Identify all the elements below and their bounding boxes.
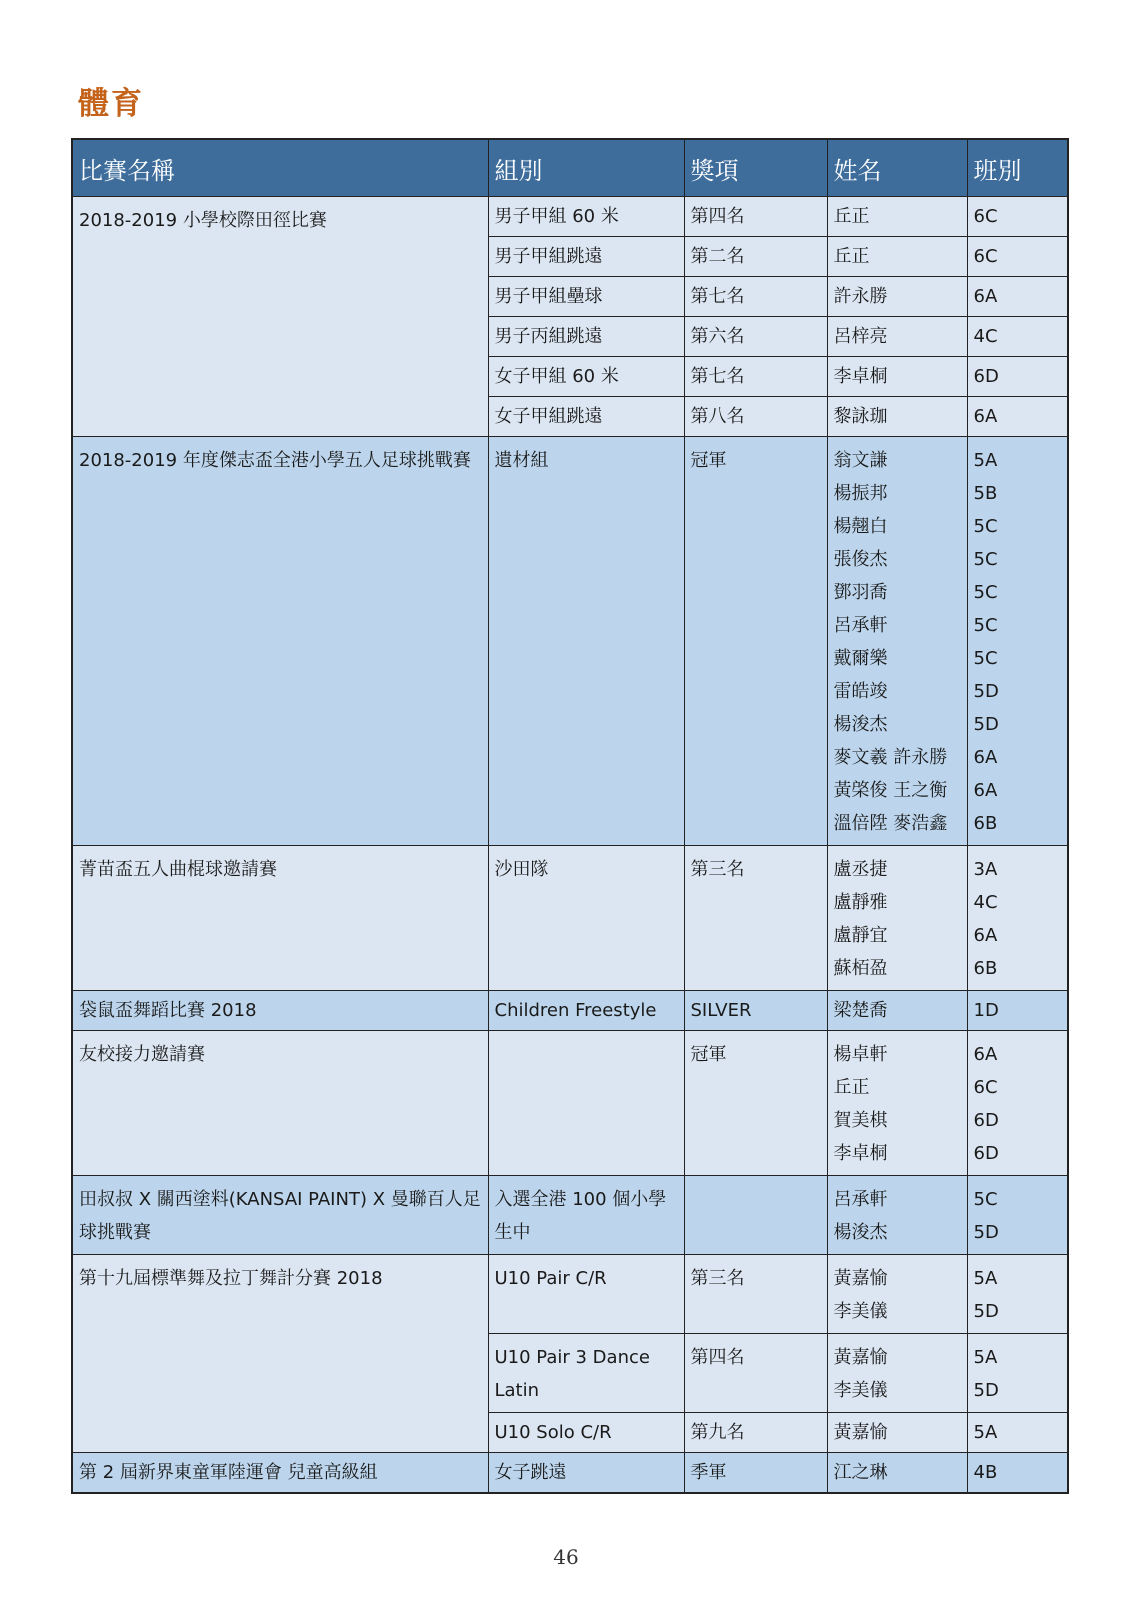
table-row — [72, 197, 1068, 237]
names-cell: 盧丞捷 盧靜雅 盧靜宜 蘇栢盈 — [827, 846, 967, 991]
competition-name-cell: 2018-2019 小學校際田徑比賽 — [72, 197, 488, 437]
header-row — [72, 139, 1068, 197]
header-competition: 比賽名稱 — [72, 139, 488, 197]
names-cell: 黃嘉愉 李美儀 — [827, 1334, 967, 1413]
division-cell: 男子甲組壘球 — [488, 277, 684, 317]
names-cell: 黎詠珈 — [827, 397, 967, 437]
names-cell: 梁楚喬 — [827, 991, 967, 1031]
award-cell: 第四名 — [684, 197, 827, 237]
award-cell: SILVER — [684, 991, 827, 1031]
table-row — [72, 437, 1068, 846]
page-title: 體育 — [78, 86, 144, 122]
class-cell: 5A 5D — [967, 1255, 1068, 1334]
class-cell: 6C — [967, 197, 1068, 237]
class-cell: 4B — [967, 1453, 1068, 1494]
award-cell: 第六名 — [684, 317, 827, 357]
division-cell — [488, 1031, 684, 1176]
names-cell: 丘正 — [827, 197, 967, 237]
competition-group — [72, 437, 1068, 846]
names-cell: 呂承軒 楊浚杰 — [827, 1176, 967, 1255]
division-cell: U10 Pair 3 Dance Latin — [488, 1334, 684, 1413]
award-cell: 第八名 — [684, 397, 827, 437]
competition-group — [72, 1255, 1068, 1453]
header-class: 班別 — [967, 139, 1068, 197]
award-cell: 第七名 — [684, 277, 827, 317]
competition-group — [72, 1453, 1068, 1494]
names-cell: 黃嘉愉 — [827, 1413, 967, 1453]
class-cell: 1D — [967, 991, 1068, 1031]
award-cell: 第三名 — [684, 1255, 827, 1334]
division-cell: 入選全港 100 個小學生中 — [488, 1176, 684, 1255]
competition-group — [72, 197, 1068, 437]
competition-group — [72, 1176, 1068, 1255]
class-cell: 6C — [967, 237, 1068, 277]
competition-group — [72, 846, 1068, 991]
competition-group — [72, 991, 1068, 1031]
division-cell: U10 Solo C/R — [488, 1413, 684, 1453]
names-cell: 江之琳 — [827, 1453, 967, 1494]
division-cell: 男子甲組 60 米 — [488, 197, 684, 237]
award-cell: 第三名 — [684, 846, 827, 991]
division-cell: 沙田隊 — [488, 846, 684, 991]
award-cell: 冠軍 — [684, 1031, 827, 1176]
names-cell: 黃嘉愉 李美儀 — [827, 1255, 967, 1334]
table-row — [72, 1255, 1068, 1334]
class-cell: 6D — [967, 357, 1068, 397]
award-cell: 冠軍 — [684, 437, 827, 846]
header-division: 組別 — [488, 139, 684, 197]
names-cell: 翁文謙 楊振邦 楊翹白 張俊杰 鄧羽喬 呂承軒 戴爾樂 雷皓竣 楊浚杰 麥文羲 許永勝 黃棨俊 王之衡 溫倍陞 麥浩鑫 — [827, 437, 967, 846]
division-cell: 女子跳遠 — [488, 1453, 684, 1494]
competition-name-cell: 第十九屆標準舞及拉丁舞計分賽 2018 — [72, 1255, 488, 1453]
class-cell: 6A — [967, 277, 1068, 317]
awards-table — [71, 138, 1069, 1494]
competition-name-cell: 袋鼠盃舞蹈比賽 2018 — [72, 991, 488, 1031]
competition-group — [72, 1031, 1068, 1176]
division-cell: 女子甲組 60 米 — [488, 357, 684, 397]
division-cell: 男子丙組跳遠 — [488, 317, 684, 357]
competition-name-cell: 友校接力邀請賽 — [72, 1031, 488, 1176]
division-cell: U10 Pair C/R — [488, 1255, 684, 1334]
class-cell: 6A 6C 6D 6D — [967, 1031, 1068, 1176]
table-row — [72, 1176, 1068, 1255]
page-number: 46 — [553, 1545, 579, 1569]
class-cell: 5C 5D — [967, 1176, 1068, 1255]
division-cell: 遺材組 — [488, 437, 684, 846]
competition-name-cell: 2018-2019 年度傑志盃全港小學五人足球挑戰賽 — [72, 437, 488, 846]
award-cell: 第二名 — [684, 237, 827, 277]
competition-name-cell: 田叔叔 X 關西塗料(KANSAI PAINT) X 曼聯百人足球挑戰賽 — [72, 1176, 488, 1255]
award-cell: 第九名 — [684, 1413, 827, 1453]
award-cell: 第四名 — [684, 1334, 827, 1413]
names-cell: 李卓桐 — [827, 357, 967, 397]
names-cell: 呂梓亮 — [827, 317, 967, 357]
class-cell: 3A 4C 6A 6B — [967, 846, 1068, 991]
competition-name-cell: 菁苗盃五人曲棍球邀請賽 — [72, 846, 488, 991]
table-row — [72, 1453, 1068, 1494]
table-row — [72, 991, 1068, 1031]
class-cell: 4C — [967, 317, 1068, 357]
table-row — [72, 1031, 1068, 1176]
division-cell: 女子甲組跳遠 — [488, 397, 684, 437]
division-cell: 男子甲組跳遠 — [488, 237, 684, 277]
class-cell: 6A — [967, 397, 1068, 437]
class-cell: 5A 5B 5C 5C 5C 5C 5C 5D 5D 6A 6A 6B — [967, 437, 1068, 846]
award-cell — [684, 1176, 827, 1255]
names-cell: 許永勝 — [827, 277, 967, 317]
division-cell: Children Freestyle — [488, 991, 684, 1031]
names-cell: 楊卓軒 丘正 賀美棋 李卓桐 — [827, 1031, 967, 1176]
competition-name-cell: 第 2 屆新界東童軍陸運會 兒童高級組 — [72, 1453, 488, 1494]
header-award: 獎項 — [684, 139, 827, 197]
award-cell: 第七名 — [684, 357, 827, 397]
class-cell: 5A 5D — [967, 1334, 1068, 1413]
names-cell: 丘正 — [827, 237, 967, 277]
class-cell: 5A — [967, 1413, 1068, 1453]
award-cell: 季軍 — [684, 1453, 827, 1494]
header-name: 姓名 — [827, 139, 967, 197]
table-row — [72, 846, 1068, 991]
